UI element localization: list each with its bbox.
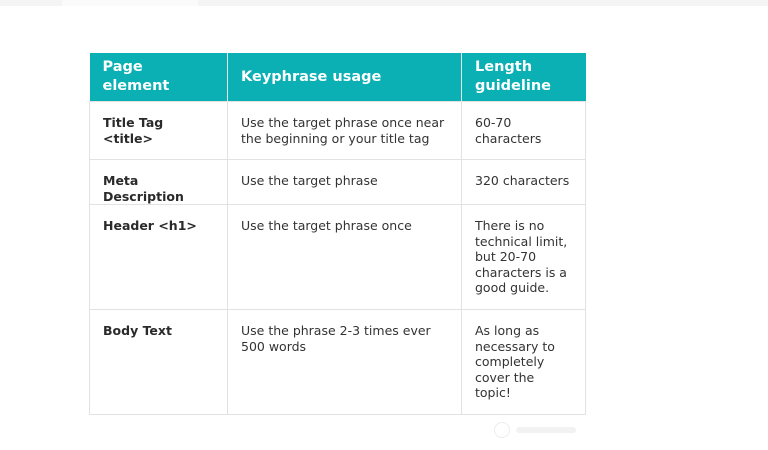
- cell-length-guideline: There is no technical limit, but 20-70 characters is a good guide.: [462, 205, 586, 310]
- table-row: [90, 310, 586, 415]
- cell-page-element: Body Text: [90, 310, 228, 415]
- cell-length-guideline: 320 characters: [462, 160, 586, 205]
- table-row: [90, 160, 586, 205]
- cell-keyphrase-usage: Use the phrase 2-3 times ever 500 words: [228, 310, 462, 415]
- faint-watermark: [494, 420, 614, 440]
- cell-keyphrase-usage: Use the target phrase once near the beginning or your title tag: [228, 102, 462, 160]
- cell-length-guideline: As long as necessary to completely cover the topic!: [462, 310, 586, 415]
- table-row: [90, 205, 586, 310]
- table-row: [90, 102, 586, 160]
- cell-page-element: Title Tag <title>: [90, 102, 228, 160]
- cell-keyphrase-usage: Use the target phrase: [228, 160, 462, 205]
- watermark-bar: [516, 427, 576, 433]
- watermark-logo-icon: [494, 422, 510, 438]
- header-keyphrase-usage: Keyphrase usage: [228, 53, 462, 102]
- seo-guidelines-table: [89, 53, 586, 415]
- table-body: [90, 102, 586, 415]
- cell-length-guideline: 60-70 characters: [462, 102, 586, 160]
- top-edge-highlight: [62, 0, 198, 6]
- header-page-element: Page element: [90, 53, 228, 102]
- cell-page-element: Header <h1>: [90, 205, 228, 310]
- header-length-guideline: Length guideline: [462, 53, 586, 102]
- table-header: [90, 53, 586, 102]
- cell-page-element: Meta Description: [90, 160, 228, 205]
- header-row: [90, 53, 586, 102]
- cell-keyphrase-usage: Use the target phrase once: [228, 205, 462, 310]
